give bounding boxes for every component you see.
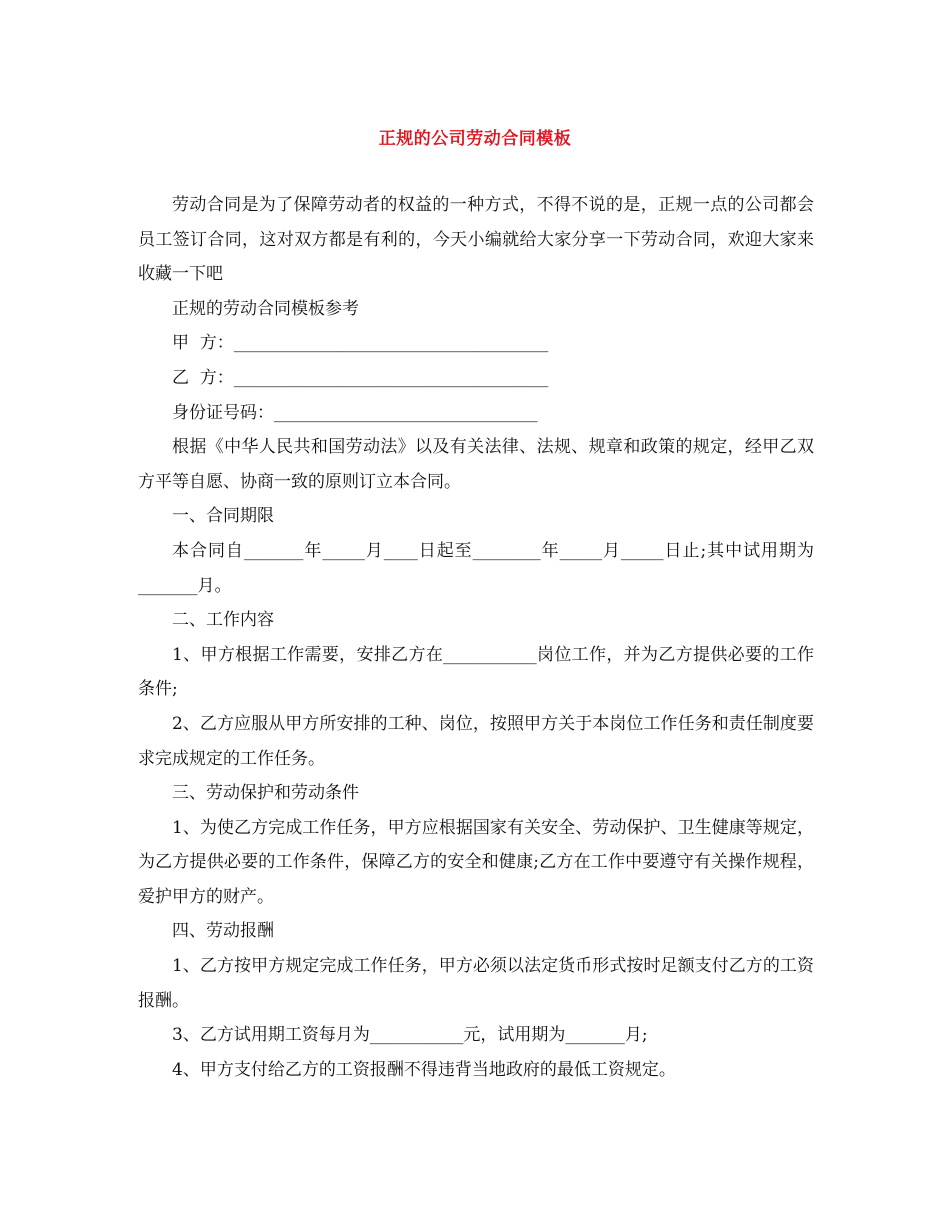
section-heading-labor-protection: 三、劳动保护和劳动条件 [172, 783, 359, 804]
section-heading-term: 一、合同期限 [172, 506, 274, 527]
party-a-line: 甲 方：_____________________________________ [172, 333, 549, 354]
term-paragraph: 本合同自_______年_____月____日起至________年_____月_____日止;其中试用期为_______月。 [138, 540, 814, 596]
template-reference-heading: 正规的劳动合同模板参考 [172, 298, 359, 319]
document-body [138, 188, 814, 1087]
document-title: 正规的公司劳动合同模板 [378, 129, 572, 149]
section-heading-remuneration: 四、劳动报酬 [172, 921, 274, 942]
section-heading-work-content: 二、工作内容 [172, 610, 274, 631]
remuneration-item-4: 4、甲方支付给乙方的工资报酬不得违背当地政府的最低工资规定。 [172, 1059, 676, 1080]
intro-paragraph: 劳动合同是为了保障劳动者的权益的一种方式，不得不说的是，正规一点的公司都会员工签订合同，这对双方都是有利的，今天小编就给大家分享一下劳动合同，欢迎大家来收藏一下吧 [138, 195, 814, 285]
party-b-line: 乙 方：_____________________________________ [172, 367, 549, 388]
id-number-line: 身份证号码：_______________________________ [172, 402, 538, 423]
work-content-item-1: 1、甲方根据工作需要，安排乙方在___________岗位工作，并为乙方提供必要的工作条件; [138, 644, 814, 700]
remuneration-item-3: 3、乙方试用期工资每月为___________元，试用期为_______月; [172, 1025, 648, 1046]
remuneration-item-1: 1、乙方按甲方规定完成工作任务，甲方必须以法定货币形式按时足额支付乙方的工资报酬。 [138, 956, 814, 1011]
legal-basis-paragraph: 根据《中华人民共和国劳动法》以及有关法律、法规、规章和政策的规定，经甲乙双方平等自愿、协商一致的原则订立本合同。 [138, 437, 814, 492]
labor-protection-item-1: 1、为使乙方完成工作任务，甲方应根据国家有关安全、劳动保护、卫生健康等规定，为乙方提供必要的工作条件，保障乙方的安全和健康;乙方在工作中要遵守有关操作规程，爱护甲方的财产。 [138, 817, 814, 907]
work-content-item-2: 2、乙方应服从甲方所安排的工种、岗位，按照甲方关于本岗位工作任务和责任制度要求完成规定的工作任务。 [138, 713, 814, 769]
